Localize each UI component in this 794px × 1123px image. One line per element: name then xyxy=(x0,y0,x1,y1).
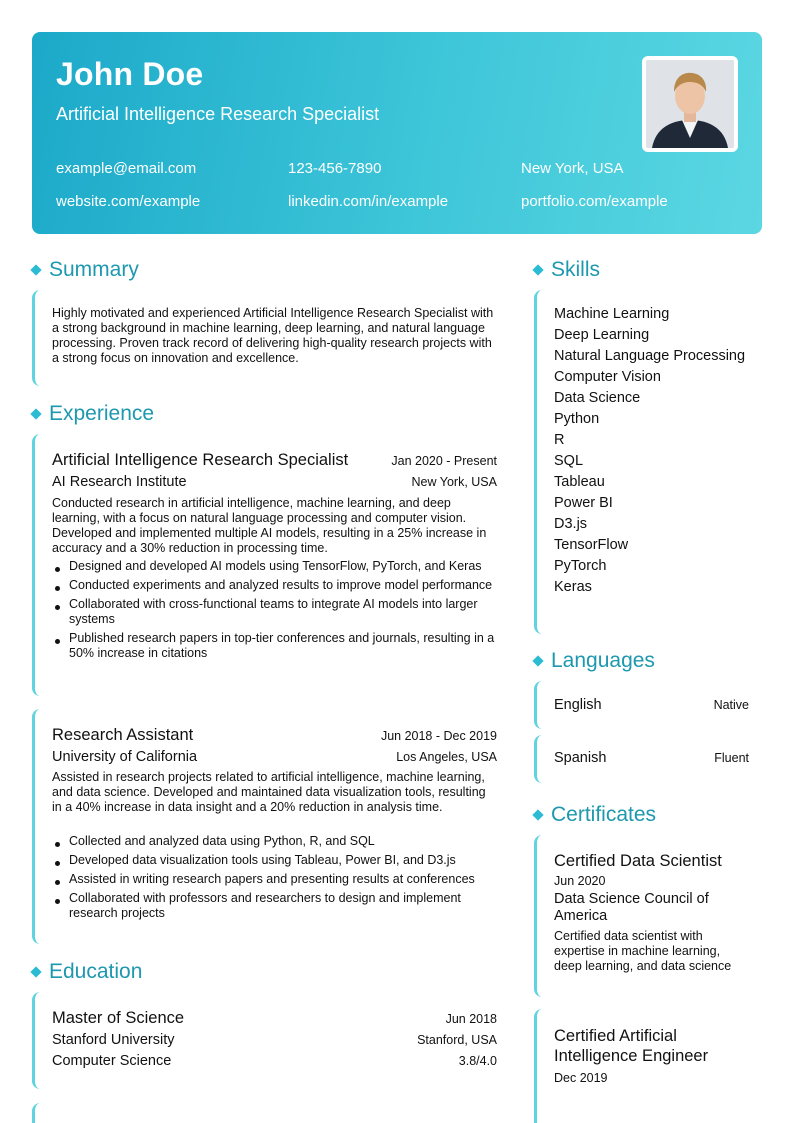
summary-text: Highly motivated and experienced Artificial Intelligence Research Specialist with a strong background in machine learning, deep learning, and natural language processing. Proven track record of delivering high-quality research projects with a strong focus on innovation and excellence. xyxy=(52,306,494,365)
skill-item: PyTorch xyxy=(554,558,607,574)
skill-item: Machine Learning xyxy=(554,306,670,322)
skill-item: Tableau xyxy=(554,474,605,490)
job-bullet: Conducted experiments and analyzed results to improve model performance xyxy=(52,578,498,593)
resume-header xyxy=(32,32,762,234)
diamond-icon xyxy=(532,264,543,275)
experience-item xyxy=(32,709,497,944)
diamond-icon xyxy=(30,264,41,275)
job-bullet: Designed and developed AI models using TensorFlow, PyTorch, and Keras xyxy=(52,559,498,574)
education-degree: Master of Science xyxy=(52,1009,185,1027)
language-item xyxy=(534,735,762,783)
certificates-heading-text: Certificates xyxy=(551,803,657,826)
job-description: Conducted research in artificial intelligence, machine learning, and deep learning, with a focus on natural language processing and computer vision. Developed and implemented multiple AI models, resulting in a 25% increase in accuracy and a 30% reduction in processing time. xyxy=(52,496,487,555)
certificate-date: Jun 2020 xyxy=(554,874,606,888)
certificate-item xyxy=(534,835,762,997)
diamond-icon xyxy=(532,655,543,666)
job-company: University of California xyxy=(52,749,198,765)
certificate-issuer: Data Science Council of America xyxy=(554,891,709,924)
languages-heading-text: Languages xyxy=(551,649,655,672)
job-title: Research Assistant xyxy=(52,726,194,744)
certificate-item xyxy=(534,1009,762,1123)
contact-portfolio[interactable]: portfolio.com/example xyxy=(521,193,668,210)
summary-block xyxy=(32,290,494,386)
certificate-date: Dec 2019 xyxy=(554,1071,608,1085)
skill-item: Power BI xyxy=(554,495,613,511)
language-item xyxy=(534,681,762,729)
candidate-title: Artificial Intelligence Research Specialist xyxy=(56,104,380,124)
job-dates: Jan 2020 - Present xyxy=(391,454,497,468)
skills-heading xyxy=(532,258,600,282)
certificates-heading xyxy=(532,803,656,827)
summary-heading-text: Summary xyxy=(49,258,139,281)
education-school: Stanford University xyxy=(52,1032,175,1048)
job-bullet: Collaborated with professors and researchers to design and implement research projects xyxy=(52,891,498,921)
job-bullet: Developed data visualization tools using Tableau, Power BI, and D3.js xyxy=(52,853,498,868)
candidate-name: John Doe xyxy=(56,56,204,92)
language-name: Spanish xyxy=(554,750,607,766)
job-bullets xyxy=(52,834,498,925)
job-bullet: Assisted in writing research papers and presenting results at conferences xyxy=(52,872,498,887)
contact-website[interactable]: website.com/example xyxy=(56,193,201,210)
skill-item: Natural Language Processing xyxy=(554,348,746,364)
contact-linkedin[interactable]: linkedin.com/in/example xyxy=(288,193,449,210)
job-location: Los Angeles, USA xyxy=(396,750,497,764)
certificate-description: Certified data scientist with expertise in machine learning, deep learning, and data science xyxy=(554,929,732,973)
job-bullet: Collaborated with cross-functional teams to integrate AI models into larger systems xyxy=(52,597,498,627)
certificate-name: Certified Data Scientist xyxy=(554,852,722,870)
contact-email[interactable]: example@email.com xyxy=(56,160,197,177)
skill-item: Keras xyxy=(554,579,592,595)
education-field: Computer Science xyxy=(52,1053,172,1069)
skill-item: R xyxy=(554,432,565,448)
education-gpa: 3.8/4.0 xyxy=(458,1054,497,1068)
summary-heading xyxy=(30,258,139,282)
job-bullets xyxy=(52,559,498,665)
experience-heading-text: Experience xyxy=(49,402,155,425)
job-title: Artificial Intelligence Research Specialist xyxy=(52,451,349,469)
job-dates: Jun 2018 - Dec 2019 xyxy=(380,729,497,743)
contact-location: New York, USA xyxy=(521,160,624,177)
education-item xyxy=(32,992,497,1089)
language-name: English xyxy=(554,697,602,713)
diamond-icon xyxy=(532,809,543,820)
certificate-name: Certified Artificial Intelligence Engineer xyxy=(554,1027,709,1065)
skill-item: Deep Learning xyxy=(554,327,650,343)
job-description: Assisted in research projects related to artificial intelligence, machine learning, and data science. Developed and maintained data visualization tools, resulting in a 40% increase in data insight and a 20% reduction in analysis time. xyxy=(52,770,486,814)
experience-heading xyxy=(30,402,154,426)
job-bullet: Published research papers in top-tier conferences and journals, resulting in a 50% increase in citations xyxy=(52,631,498,661)
languages-heading xyxy=(532,649,655,673)
education-heading-text: Education xyxy=(49,960,143,983)
job-bullet: Collected and analyzed data using Python, R, and SQL xyxy=(52,834,498,849)
education-location: Stanford, USA xyxy=(417,1033,497,1047)
skill-item: D3.js xyxy=(554,516,588,532)
education-item-partial xyxy=(32,1103,494,1123)
language-level: Native xyxy=(713,698,749,712)
diamond-icon xyxy=(30,408,41,419)
skills-block xyxy=(534,290,762,634)
education-date: Jun 2018 xyxy=(445,1012,497,1026)
job-company: AI Research Institute xyxy=(52,474,187,490)
skills-list xyxy=(554,306,754,600)
education-heading xyxy=(30,960,142,984)
job-location: New York, USA xyxy=(411,475,497,489)
profile-photo xyxy=(642,56,738,152)
language-level: Fluent xyxy=(714,751,749,765)
diamond-icon xyxy=(30,966,41,977)
contact-phone[interactable]: 123-456-7890 xyxy=(288,160,382,177)
skill-item: Data Science xyxy=(554,390,641,406)
experience-item xyxy=(32,434,497,696)
skill-item: SQL xyxy=(554,453,584,469)
skills-heading-text: Skills xyxy=(551,258,601,281)
skill-item: Computer Vision xyxy=(554,369,661,385)
skill-item: TensorFlow xyxy=(554,537,629,553)
skill-item: Python xyxy=(554,411,600,427)
